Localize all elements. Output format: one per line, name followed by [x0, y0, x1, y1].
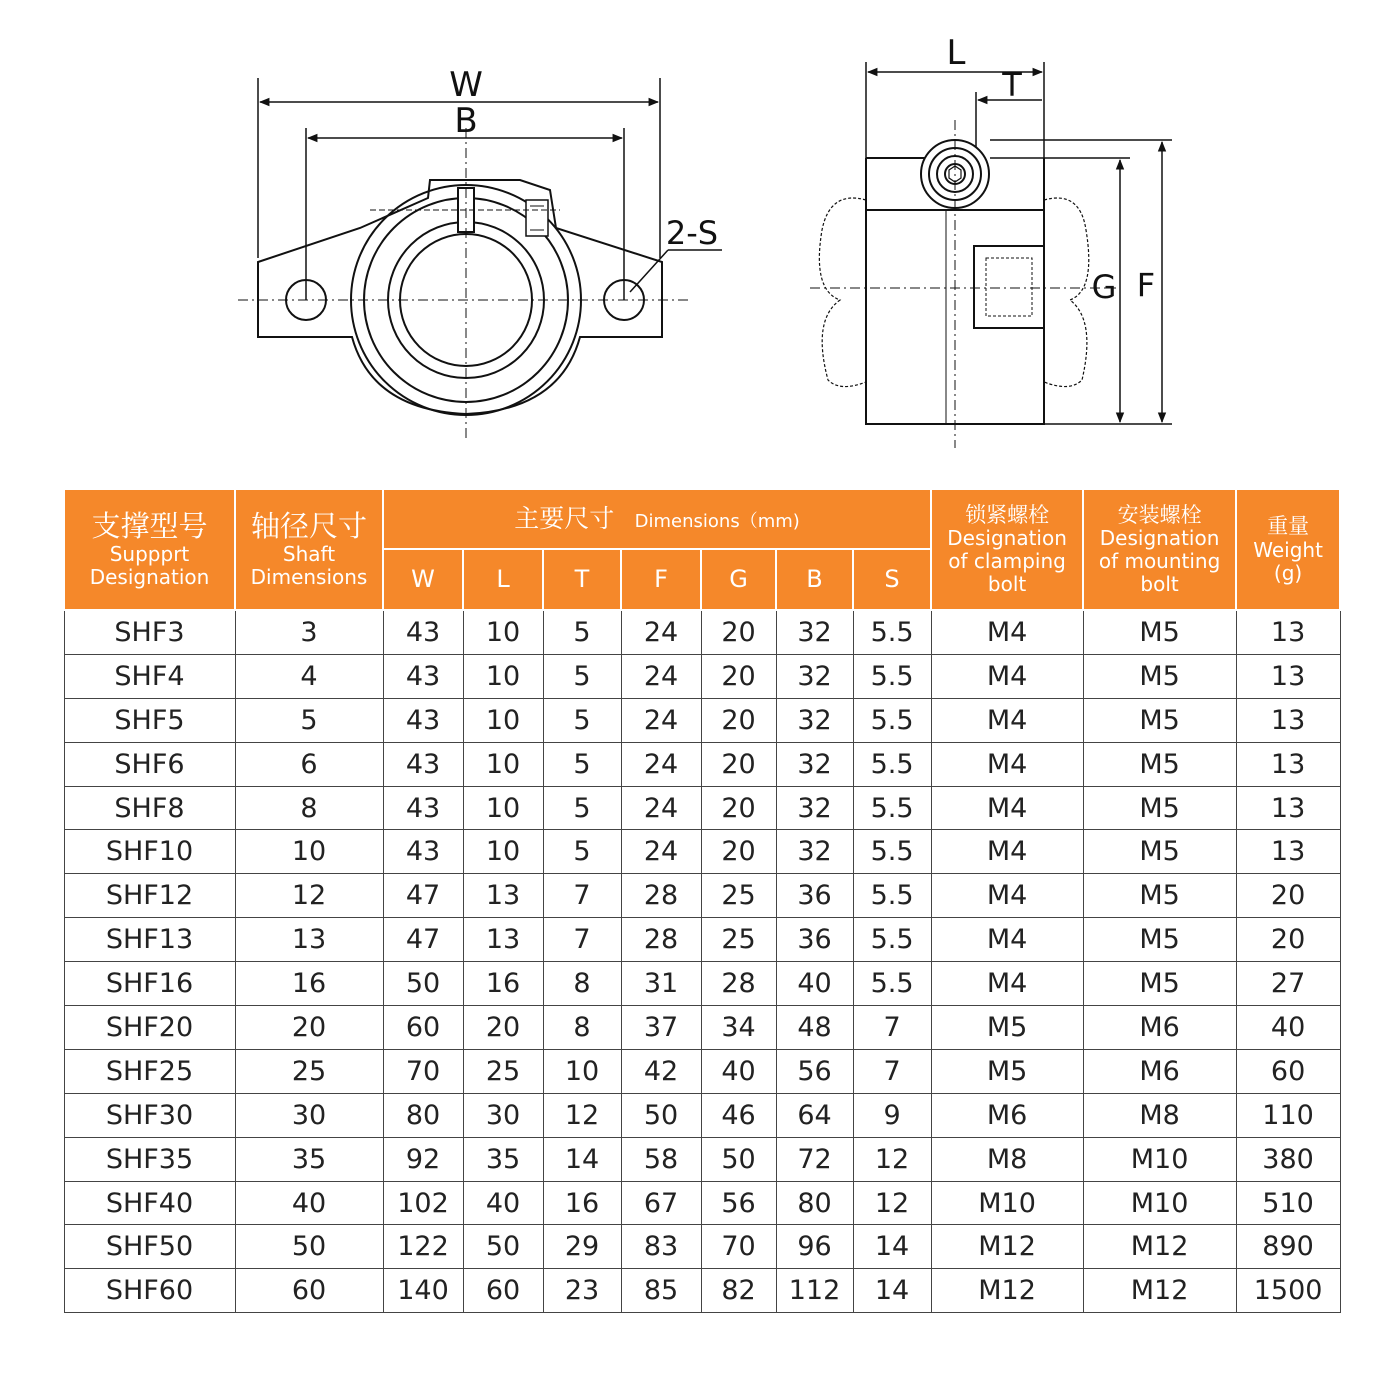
- table-row: [64, 918, 1340, 962]
- table-cell: 50: [463, 1225, 543, 1269]
- table-cell: 5.5: [853, 610, 931, 654]
- dimension-label-b: B: [454, 101, 478, 141]
- table-cell: 30: [235, 1093, 383, 1137]
- table-cell: 43: [383, 654, 463, 698]
- table-cell: 5.5: [853, 962, 931, 1006]
- table-cell: 30: [463, 1093, 543, 1137]
- table-cell: 32: [776, 610, 853, 654]
- header-support-designation: 支撑型号 Suppprt Designation: [64, 489, 235, 610]
- table-cell: 70: [701, 1225, 776, 1269]
- table-cell: SHF60: [64, 1269, 235, 1313]
- table-cell: 10: [235, 830, 383, 874]
- dimension-label-f: F: [1136, 266, 1156, 304]
- header-dim-s: S: [853, 549, 931, 610]
- table-row: [64, 1269, 1340, 1313]
- table-cell: 43: [383, 610, 463, 654]
- table-cell: 20: [463, 1006, 543, 1050]
- table-cell: 82: [701, 1269, 776, 1313]
- table-cell: 58: [621, 1137, 701, 1181]
- table-cell: 70: [383, 1049, 463, 1093]
- table-cell: 1500: [1236, 1269, 1340, 1313]
- table-cell: 8: [543, 1006, 621, 1050]
- table-cell: M5: [1083, 918, 1236, 962]
- table-row: [64, 1006, 1340, 1050]
- table-cell: SHF16: [64, 962, 235, 1006]
- dimension-label-g: G: [1091, 268, 1117, 306]
- table-cell: 122: [383, 1225, 463, 1269]
- side-view: [810, 62, 1172, 448]
- table-cell: 32: [776, 654, 853, 698]
- table-cell: M5: [931, 1006, 1083, 1050]
- table-cell: 102: [383, 1181, 463, 1225]
- table-cell: 5.5: [853, 742, 931, 786]
- table-cell: 6: [235, 742, 383, 786]
- table-cell: 5.5: [853, 830, 931, 874]
- table-cell: 13: [463, 874, 543, 918]
- specification-table: [63, 488, 1341, 1313]
- header-dim-l: L: [463, 549, 543, 610]
- table-cell: 32: [776, 786, 853, 830]
- table-cell: 14: [853, 1269, 931, 1313]
- table-cell: 85: [621, 1269, 701, 1313]
- table-cell: 50: [383, 962, 463, 1006]
- table-cell: SHF35: [64, 1137, 235, 1181]
- table-cell: 24: [621, 786, 701, 830]
- table-cell: 32: [776, 830, 853, 874]
- header-dim-w: W: [383, 549, 463, 610]
- table-cell: 56: [701, 1181, 776, 1225]
- front-view: [238, 78, 722, 438]
- table-cell: M5: [1083, 830, 1236, 874]
- table-cell: 28: [621, 918, 701, 962]
- table-cell: 12: [543, 1093, 621, 1137]
- table-cell: 14: [543, 1137, 621, 1181]
- table-cell: 110: [1236, 1093, 1340, 1137]
- table-cell: 50: [621, 1093, 701, 1137]
- table-cell: SHF12: [64, 874, 235, 918]
- table-cell: 10: [463, 610, 543, 654]
- table-cell: 60: [235, 1269, 383, 1313]
- table-cell: 40: [463, 1181, 543, 1225]
- table-cell: 7: [853, 1006, 931, 1050]
- table-row: [64, 1093, 1340, 1137]
- table-cell: M12: [1083, 1225, 1236, 1269]
- table-cell: 140: [383, 1269, 463, 1313]
- table-cell: SHF4: [64, 654, 235, 698]
- table-cell: M10: [1083, 1137, 1236, 1181]
- table-cell: 7: [543, 874, 621, 918]
- table-cell: 80: [776, 1181, 853, 1225]
- table-cell: 34: [701, 1006, 776, 1050]
- table-cell: 60: [463, 1269, 543, 1313]
- table-cell: M12: [931, 1269, 1083, 1313]
- table-cell: 28: [701, 962, 776, 1006]
- table-cell: 12: [235, 874, 383, 918]
- table-cell: 5: [235, 698, 383, 742]
- table-cell: 24: [621, 830, 701, 874]
- table-cell: 13: [1236, 698, 1340, 742]
- table-row: [64, 742, 1340, 786]
- table-cell: 67: [621, 1181, 701, 1225]
- table-cell: 35: [235, 1137, 383, 1181]
- table-cell: SHF20: [64, 1006, 235, 1050]
- table-cell: 24: [621, 698, 701, 742]
- table-cell: 20: [701, 742, 776, 786]
- table-cell: 80: [383, 1093, 463, 1137]
- table-cell: 20: [701, 698, 776, 742]
- table-cell: 890: [1236, 1225, 1340, 1269]
- header-clamping-bolt: 锁紧螺栓 Designation of clamping bolt: [931, 489, 1083, 610]
- table-cell: 47: [383, 918, 463, 962]
- table-cell: 25: [701, 918, 776, 962]
- table-cell: 380: [1236, 1137, 1340, 1181]
- table-cell: 13: [235, 918, 383, 962]
- table-cell: 42: [621, 1049, 701, 1093]
- table-cell: SHF10: [64, 830, 235, 874]
- table-cell: 7: [543, 918, 621, 962]
- table-cell: M5: [1083, 654, 1236, 698]
- table-cell: 40: [235, 1181, 383, 1225]
- table-cell: 24: [621, 742, 701, 786]
- table-cell: M4: [931, 830, 1083, 874]
- table-cell: SHF25: [64, 1049, 235, 1093]
- table-cell: M4: [931, 918, 1083, 962]
- table-cell: 46: [701, 1093, 776, 1137]
- table-cell: 31: [621, 962, 701, 1006]
- table-cell: 29: [543, 1225, 621, 1269]
- table-cell: 510: [1236, 1181, 1340, 1225]
- table-cell: 5.5: [853, 874, 931, 918]
- table-cell: 23: [543, 1269, 621, 1313]
- table-cell: SHF50: [64, 1225, 235, 1269]
- header-dimensions-group: 主要尺寸 Dimensions（mm): [383, 489, 931, 549]
- table-cell: 3: [235, 610, 383, 654]
- table-cell: 12: [853, 1181, 931, 1225]
- table-cell: 9: [853, 1093, 931, 1137]
- table-cell: M10: [1083, 1181, 1236, 1225]
- header-mounting-bolt: 安装螺栓 Designation of mounting bolt: [1083, 489, 1236, 610]
- table-cell: 112: [776, 1269, 853, 1313]
- table-cell: M5: [1083, 874, 1236, 918]
- table-cell: 20: [701, 654, 776, 698]
- table-cell: 60: [1236, 1049, 1340, 1093]
- table-cell: 8: [543, 962, 621, 1006]
- table-cell: 5.5: [853, 918, 931, 962]
- table-cell: 16: [463, 962, 543, 1006]
- table-cell: 10: [463, 830, 543, 874]
- table-cell: 16: [235, 962, 383, 1006]
- table-cell: 48: [776, 1006, 853, 1050]
- table-cell: 5: [543, 654, 621, 698]
- table-cell: 16: [543, 1181, 621, 1225]
- table-cell: 10: [463, 742, 543, 786]
- table-cell: 40: [1236, 1006, 1340, 1050]
- table-cell: M4: [931, 610, 1083, 654]
- table-cell: 35: [463, 1137, 543, 1181]
- header-weight: 重量 Weight (g): [1236, 489, 1340, 610]
- table-cell: M6: [931, 1093, 1083, 1137]
- table-cell: 56: [776, 1049, 853, 1093]
- dimension-label-w: W: [449, 65, 483, 105]
- table-row: [64, 962, 1340, 1006]
- table-cell: 20: [701, 786, 776, 830]
- table-cell: 20: [701, 610, 776, 654]
- table-row: [64, 786, 1340, 830]
- table-cell: M5: [1083, 742, 1236, 786]
- table-cell: 5: [543, 830, 621, 874]
- table-cell: 40: [776, 962, 853, 1006]
- table-cell: 10: [463, 786, 543, 830]
- table-cell: SHF30: [64, 1093, 235, 1137]
- table-cell: 5: [543, 786, 621, 830]
- table-cell: 5.5: [853, 654, 931, 698]
- table-cell: 5.5: [853, 698, 931, 742]
- table-row: [64, 698, 1340, 742]
- header-dim-f: F: [621, 549, 701, 610]
- table-cell: 72: [776, 1137, 853, 1181]
- table-cell: 7: [853, 1049, 931, 1093]
- table-cell: SHF3: [64, 610, 235, 654]
- table-row: [64, 654, 1340, 698]
- table-cell: 13: [463, 918, 543, 962]
- table-cell: 25: [701, 874, 776, 918]
- table-cell: 13: [1236, 786, 1340, 830]
- table-cell: 13: [1236, 610, 1340, 654]
- table-cell: 5: [543, 742, 621, 786]
- table-cell: SHF13: [64, 918, 235, 962]
- table-cell: 20: [1236, 874, 1340, 918]
- table-cell: 50: [701, 1137, 776, 1181]
- table-cell: M4: [931, 654, 1083, 698]
- table-cell: M4: [931, 962, 1083, 1006]
- table-cell: 36: [776, 874, 853, 918]
- table-cell: 60: [383, 1006, 463, 1050]
- table-cell: 20: [701, 830, 776, 874]
- table-cell: M12: [1083, 1269, 1236, 1313]
- table-cell: M4: [931, 874, 1083, 918]
- table-cell: 96: [776, 1225, 853, 1269]
- table-cell: M6: [1083, 1006, 1236, 1050]
- dimension-label-2s: 2-S: [665, 214, 719, 252]
- table-cell: 10: [543, 1049, 621, 1093]
- table-row: [64, 1049, 1340, 1093]
- header-dim-b: B: [776, 549, 853, 610]
- table-cell: 5: [543, 610, 621, 654]
- table-cell: 32: [776, 742, 853, 786]
- table-cell: 8: [235, 786, 383, 830]
- table-cell: M5: [1083, 698, 1236, 742]
- table-cell: 24: [621, 610, 701, 654]
- table-row: [64, 830, 1340, 874]
- table-cell: 5.5: [853, 786, 931, 830]
- table-cell: SHF40: [64, 1181, 235, 1225]
- table-cell: M5: [1083, 610, 1236, 654]
- table-cell: 24: [621, 654, 701, 698]
- table-cell: 12: [853, 1137, 931, 1181]
- technical-drawings: [0, 0, 1400, 480]
- table-cell: 47: [383, 874, 463, 918]
- table-cell: 13: [1236, 654, 1340, 698]
- table-cell: SHF8: [64, 786, 235, 830]
- table-cell: 10: [463, 654, 543, 698]
- table-cell: 20: [1236, 918, 1340, 962]
- table-cell: 25: [235, 1049, 383, 1093]
- table-cell: 13: [1236, 830, 1340, 874]
- table-row: [64, 1181, 1340, 1225]
- table-row: [64, 874, 1340, 918]
- table-cell: M5: [931, 1049, 1083, 1093]
- table-cell: 43: [383, 786, 463, 830]
- table-cell: M6: [1083, 1049, 1236, 1093]
- table-cell: M8: [1083, 1093, 1236, 1137]
- table-cell: 10: [463, 698, 543, 742]
- table-cell: M8: [931, 1137, 1083, 1181]
- table-cell: 92: [383, 1137, 463, 1181]
- table-cell: 83: [621, 1225, 701, 1269]
- table-row: [64, 1225, 1340, 1269]
- table-cell: M4: [931, 742, 1083, 786]
- table-cell: 32: [776, 698, 853, 742]
- table-cell: 4: [235, 654, 383, 698]
- table-cell: 25: [463, 1049, 543, 1093]
- table-cell: M10: [931, 1181, 1083, 1225]
- table-cell: M4: [931, 698, 1083, 742]
- table-cell: 20: [235, 1006, 383, 1050]
- table-cell: 50: [235, 1225, 383, 1269]
- table-row: [64, 1137, 1340, 1181]
- header-dim-t: T: [543, 549, 621, 610]
- table-cell: M5: [1083, 962, 1236, 1006]
- table-cell: 36: [776, 918, 853, 962]
- dimension-label-l: L: [946, 33, 966, 73]
- table-cell: M4: [931, 786, 1083, 830]
- table-cell: 43: [383, 742, 463, 786]
- table-cell: 40: [701, 1049, 776, 1093]
- table-cell: M5: [1083, 786, 1236, 830]
- table-cell: M12: [931, 1225, 1083, 1269]
- table-cell: SHF5: [64, 698, 235, 742]
- table-cell: 5: [543, 698, 621, 742]
- dimension-label-t: T: [1002, 66, 1022, 104]
- table-cell: 14: [853, 1225, 931, 1269]
- table-cell: 43: [383, 698, 463, 742]
- table-cell: SHF6: [64, 742, 235, 786]
- table-cell: 28: [621, 874, 701, 918]
- header-shaft-dimensions: 轴径尺寸 Shaft Dimensions: [235, 489, 383, 610]
- table-row: [64, 610, 1340, 654]
- table-cell: 64: [776, 1093, 853, 1137]
- table-cell: 37: [621, 1006, 701, 1050]
- table-cell: 43: [383, 830, 463, 874]
- header-dim-g: G: [701, 549, 776, 610]
- table-cell: 13: [1236, 742, 1340, 786]
- table-cell: 27: [1236, 962, 1340, 1006]
